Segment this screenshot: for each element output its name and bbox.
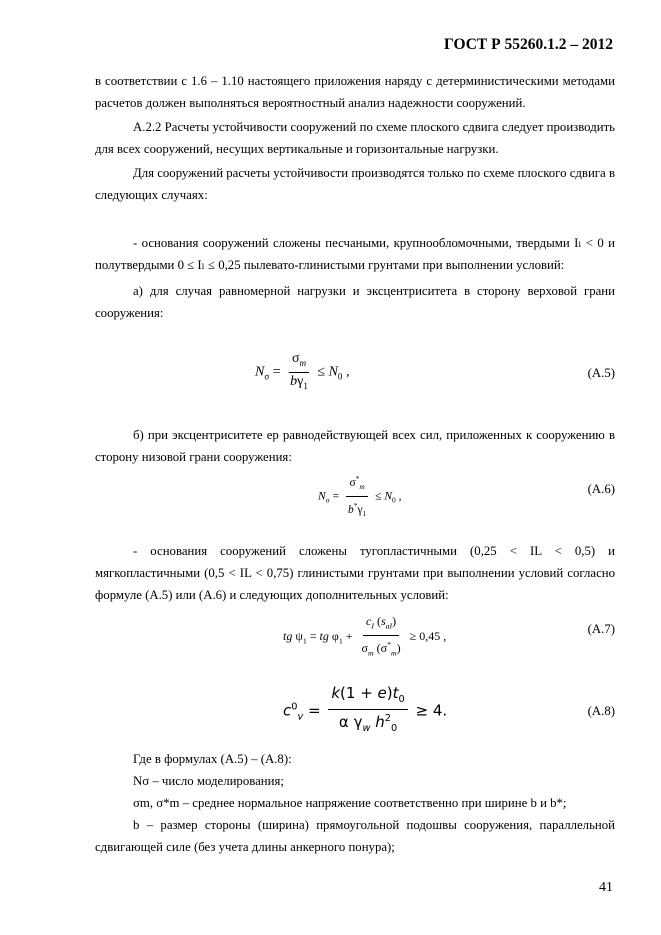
paragraph-6: б) при эксцентриситете eр равнодействующей всех сил, приложенных к сооружению в сторону низовой грани сооружения:	[95, 428, 615, 464]
formula-a8: $c^0_v$ = $\frac{k(1 + e)t_0}{\alpha \gamma_w h^2_0}$ ≥ 4.	[283, 684, 448, 734]
where-item-b: b – размер стороны (ширина) прямоугольной подошвы сооружения, параллельной сдвигающей силе (без учета длины анкерного понура);	[95, 818, 615, 854]
formula-a5: $N_\sigma$ = $\frac{\sigma_m}{b\gamma_1}$ ≤ $N_0$ ,	[255, 351, 350, 391]
paragraph-3: Для сооружений расчеты устойчивости производятся только по схеме плоского сдвига в следующих случаях:	[95, 166, 615, 202]
formula-a6-number: (А.6)	[587, 482, 615, 496]
paragraph-4: - основания сооружений сложены песчаными, крупнообломочными, твердыми Iₗ < 0 и полутвердыми 0 ≤ Iₗ ≤ 0,25 пылевато-глинистыми грунтами при выполнении условий:	[95, 236, 615, 272]
formula-a7-number: (А.7)	[587, 622, 615, 636]
where-intro: Где в формулах (А.5) – (А.8):	[133, 752, 292, 766]
where-item-sigma-m: σm, σ*m – среднее нормальное напряжение соответственно при ширине b и b*;	[133, 796, 567, 810]
formula-a5-number: (А.5)	[587, 366, 615, 380]
standard-header: ГОСТ Р 55260.1.2 – 2012	[444, 36, 613, 53]
where-section	[95, 748, 615, 858]
page-number: 41	[599, 880, 613, 895]
formula-a8-value: 4	[432, 701, 443, 720]
paragraph-5: а) для случая равномерной нагрузки и эксцентриситета в сторону верховой грани сооружения:	[95, 284, 615, 320]
paragraph-2: А.2.2 Расчеты устойчивости сооружений по схеме плоского сдвига следует производить для всех сооружений, несущих вертикальные и горизонтальные нагрузки.	[95, 120, 615, 156]
paragraph-1: в соответствии с 1.6 – 1.10 настоящего приложения наряду с детерминистическими методами расчетов должен выполняться вероятностный анализ надежности сооружений.	[95, 74, 615, 110]
paragraph-7: - основания сооружений сложены тугопластичными (0,25 < IL < 0,5) и мягкопластичными (0,5 < IL < 0,75) глинистыми грунтами при выполнении условий согласно формуле (А.5) или (А.6) и следующих дополнительных условий:	[95, 544, 615, 602]
formula-a6: $N_\sigma$ = $\frac{\sigma^*_m}{b^*\gamma_1}$ ≤ $N_0$ ,	[318, 470, 401, 523]
formula-a7: tg $\psi_1$ = tg $\varphi_1$ + $\frac{c_I (s_{aI})}{\sigma_m (\sigma^*_m)}$ ≥ 0,45 ,	[283, 614, 447, 658]
where-item-n-sigma: Nσ – число моделирования;	[133, 774, 284, 788]
formula-a7-value: 0,45	[419, 629, 441, 644]
formula-a8-number: (А.8)	[587, 704, 615, 718]
